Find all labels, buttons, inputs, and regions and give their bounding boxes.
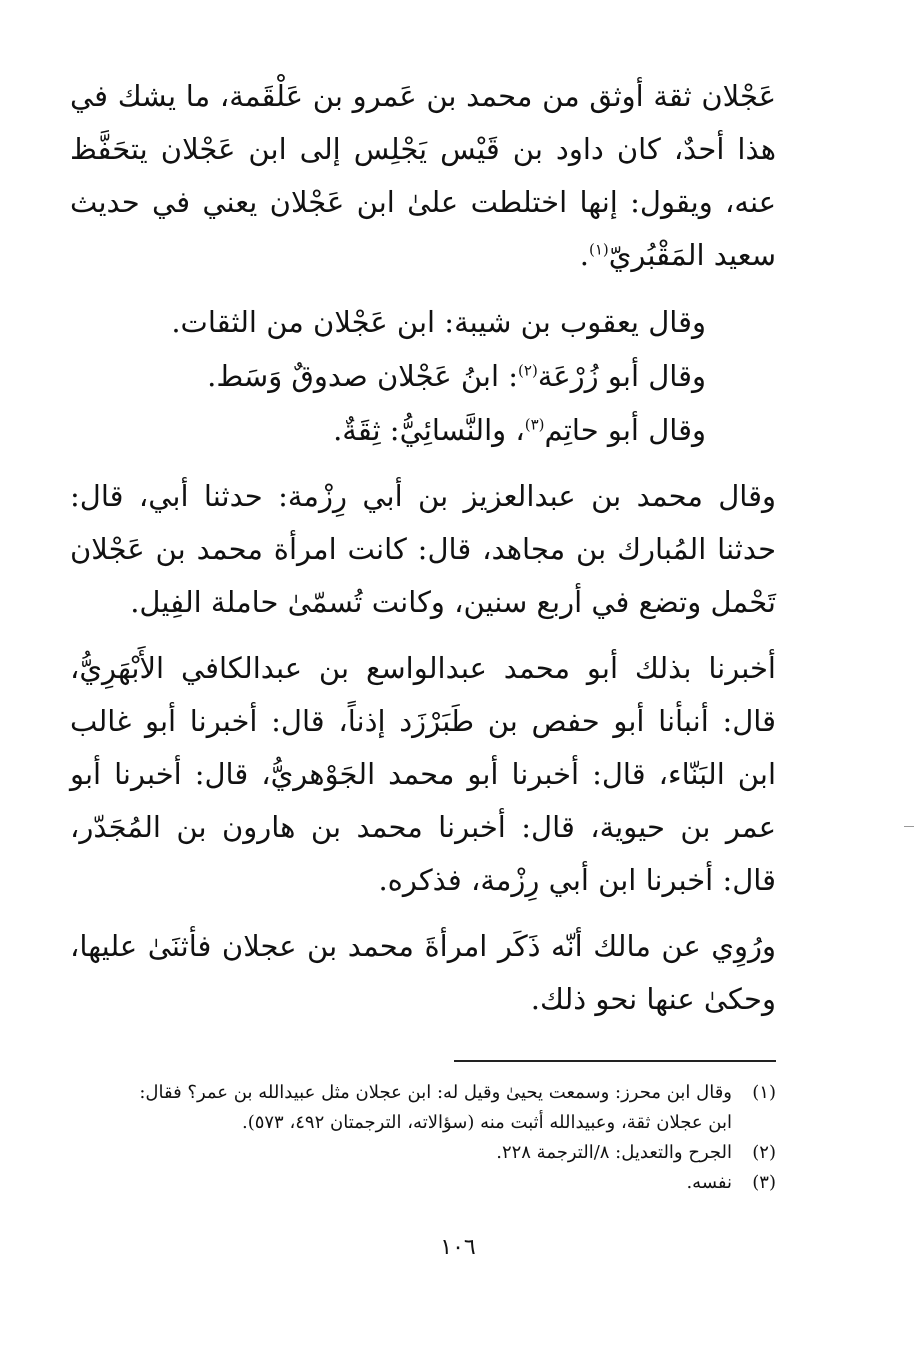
paragraph-1-text: عَجْلان ثقة أوثق من محمد بن عَمرو بن عَلْقَمة، ما يشك في هذا أحدٌ، كان داود بن قَيْس يَجْلِس إلى ابن عَجْلان يتحَفَّظ عنه، ويقول: إنها اختلطت علىٰ ابن عَجْلان يعني في حديث سعيد المَقْبُريّ bbox=[70, 79, 776, 272]
quote-line-2 bbox=[70, 349, 706, 403]
footnotes bbox=[70, 1078, 776, 1198]
footnote-ref-3[interactable]: (٣) bbox=[524, 415, 545, 434]
footnote-2 bbox=[70, 1138, 776, 1168]
footnote-1-continuation: ابن عجلان ثقة، وعبيدالله أثبت منه (سؤالاته، الترجمتان ٤٩٢، ٥٧٣). bbox=[241, 1112, 732, 1133]
main-text bbox=[70, 70, 776, 1026]
footnote-text: وقال ابن محرز: وسمعت يحيىٰ وقيل له: ابن عجلان مثل عبيدالله بن عمر؟ فقال: bbox=[139, 1082, 732, 1103]
footnote-number: (٣) bbox=[752, 1172, 776, 1193]
quote-line-2-a: وقال أبو زُرْعَة bbox=[537, 359, 706, 393]
paragraph-3: أخبرنا بذلك أبو محمد عبدالواسع بن عبدالكافي الأَبْهَرِيُّ، قال: أنبأنا أبو حفص بن طَبَرْزَد إذناً، قال: أخبرنا أبو غالب ابن البَنّاء، قال: أخبرنا أبو محمد الجَوْهريُّ، قال: أخبرنا أبو عمر بن حيوية، قال: أخبرنا محمد بن هارون بن المُجَدّر، قال: أخبرنا ابن أبي رِزْمة، فذكره. bbox=[70, 651, 776, 897]
quote-line-2-b: : ابنُ عَجْلان صدوقٌ وَسَط. bbox=[207, 359, 519, 393]
footnote-ref-2[interactable]: (٢) bbox=[518, 361, 538, 380]
footnote-number: (١) bbox=[752, 1082, 776, 1103]
quote-line-3 bbox=[70, 403, 706, 457]
footnote-1 bbox=[70, 1078, 776, 1108]
footnote-ref-1[interactable]: (١) bbox=[588, 240, 609, 259]
footnote-3 bbox=[70, 1168, 776, 1198]
spacer bbox=[70, 907, 776, 920]
paragraph-1 bbox=[70, 70, 776, 282]
spacer bbox=[70, 282, 776, 295]
quote-line-1: وقال يعقوب بن شيبة: ابن عَجْلان من الثقات. bbox=[171, 305, 706, 339]
footnote-text: الجرح والتعديل: ٨/الترجمة ٢٢٨. bbox=[496, 1142, 732, 1163]
quotes-block bbox=[70, 295, 776, 457]
paragraph-1-end: . bbox=[579, 238, 589, 272]
paragraph-2: وقال محمد بن عبدالعزيز بن أبي رِزْمة: حدثنا أبي، قال: حدثنا المُبارك بن مجاهد، قال: كانت امرأة محمد بن عَجْلان تَحْمل وتضع في أربع سنين، وكانت تُسمّىٰ حاملة الفِيل. bbox=[70, 479, 776, 619]
quote-line-3-b: ، والنَّسائِيُّ: ثِقَةٌ. bbox=[333, 413, 525, 447]
spacer bbox=[70, 457, 776, 470]
paragraph-4: ورُوِي عن مالك أنّه ذَكَر امرأةَ محمد بن عجلان فأثنَىٰ عليها، وحكىٰ عنها نحو ذلك. bbox=[70, 929, 776, 1016]
quote-line-3-a: وقال أبو حاتِم bbox=[544, 413, 706, 447]
footnote-separator bbox=[454, 1060, 776, 1062]
spacer bbox=[70, 629, 776, 642]
page-number: ١٠٦ bbox=[440, 1235, 476, 1260]
footnote-text: نفسه. bbox=[686, 1172, 732, 1193]
footnote-number: (٢) bbox=[752, 1142, 776, 1163]
margin-mark bbox=[904, 826, 914, 827]
